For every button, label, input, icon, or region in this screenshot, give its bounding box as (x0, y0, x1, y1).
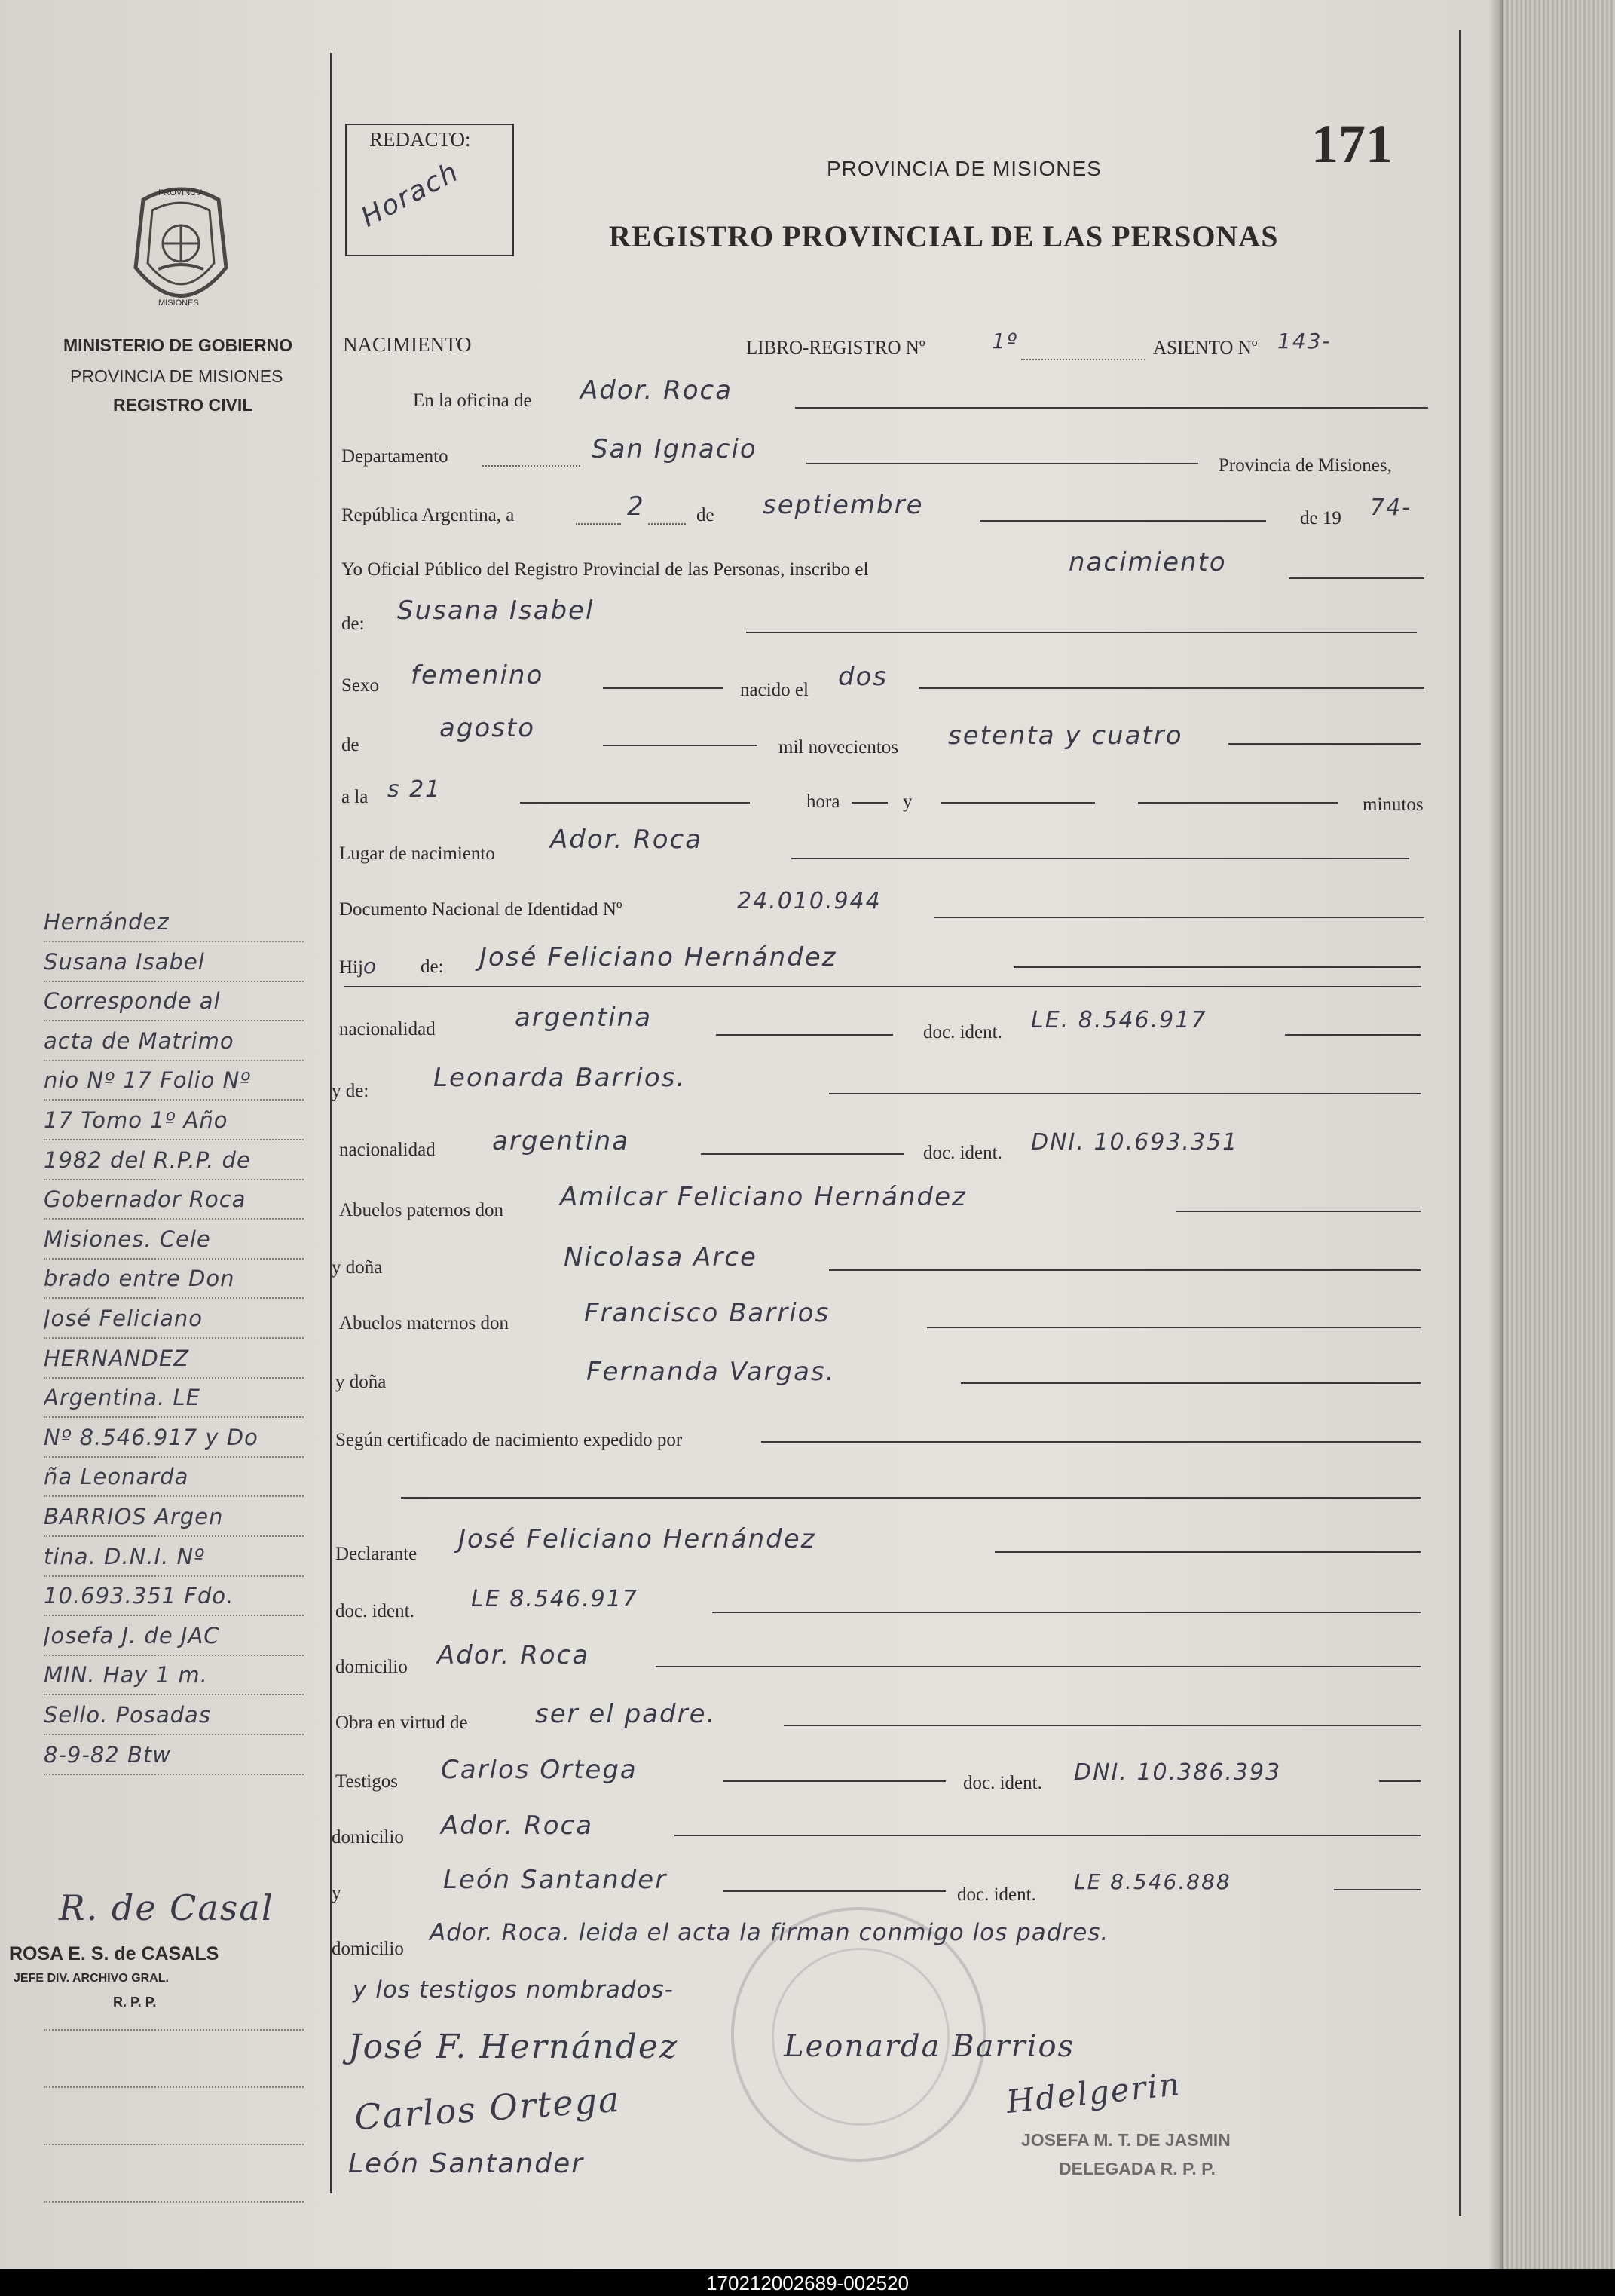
underline (716, 1034, 893, 1036)
y-t2-label: y (332, 1883, 341, 1903)
abuelos-pat-label: Abuelos paternos don (339, 1200, 504, 1220)
domicilio-t2-label: domicilio (332, 1939, 404, 1959)
dotline (1021, 359, 1145, 360)
underline (746, 632, 1417, 633)
testigo1-value: Carlos Ortega (441, 1755, 638, 1785)
margin-note-line: ña Leonarda (44, 1464, 189, 1489)
ministry-line-3: REGISTRO CIVIL (113, 395, 253, 415)
underline (791, 858, 1409, 859)
redacto-signature: Horach (356, 156, 464, 234)
de-colon-label: de: (341, 614, 365, 634)
departamento-value: San Ignacio (592, 434, 757, 464)
underline (401, 1497, 1421, 1499)
margin-note-line: acta de Matrimo (44, 1028, 234, 1054)
de2-label: de (341, 735, 359, 755)
certificado-label: Según certificado de nacimiento expedido por (335, 1430, 683, 1450)
mes-value: septiembre (763, 490, 924, 520)
margin-note-line: Susana Isabel (44, 949, 205, 975)
nombre-value: Susana Isabel (397, 595, 595, 626)
margin-note-rule (44, 1099, 304, 1101)
underline (927, 1327, 1421, 1328)
margin-note-rule (44, 1258, 304, 1260)
asiento-value: 143- (1277, 329, 1332, 354)
margin-note-rule (44, 1655, 304, 1656)
margin-note-rule (44, 1615, 304, 1616)
oficial-name: JOSEFA M. T. DE JASMIN (1021, 2130, 1231, 2150)
doc-padre-value: LE. 8.546.917 (1031, 1007, 1207, 1033)
underline (1289, 577, 1424, 579)
header-province: PROVINCIA DE MISIONES (827, 157, 1102, 180)
signature-padre: José F. Hernández (348, 2028, 679, 2066)
margin-note-rule (44, 1218, 304, 1220)
domicilio-label: domicilio (335, 1657, 408, 1677)
lugar-label: Lugar de nacimiento (339, 843, 495, 864)
underline (795, 407, 1428, 409)
underline (934, 917, 1424, 918)
domicilio-t1-value: Ador. Roca (441, 1811, 594, 1841)
underline (701, 1153, 904, 1155)
margin-note-rule (44, 1139, 304, 1140)
margin-note-line: Sello. Posadas (44, 1702, 211, 1728)
anio-value: 74- (1370, 494, 1412, 521)
documento-label: Documento Nacional de Identidad Nº (339, 899, 622, 920)
dotline (648, 523, 686, 525)
hijo-prefix: Hij (339, 957, 363, 978)
doc-t1-label: doc. ident. (963, 1773, 1042, 1793)
lugar-value: Ador. Roca (550, 825, 703, 855)
nacionalidad2-label: nacionalidad (339, 1140, 436, 1160)
testigo2-value: León Santander (443, 1865, 668, 1895)
underline (1379, 1780, 1421, 1782)
dona-label: y doña (332, 1257, 383, 1278)
book-page-edges (1500, 0, 1615, 2269)
oficial-title: DELEGADA R. P. P. (1059, 2159, 1216, 2178)
mes-nac-value: agosto (439, 713, 536, 743)
madre-value: Leonarda Barrios. (433, 1063, 687, 1093)
margin-note-rule (44, 1337, 304, 1339)
margin-note-line: 8-9-82 Btw (44, 1742, 171, 1768)
image-identifier: 170212002689-002520 (706, 2272, 909, 2294)
anio-nac-value: setenta y cuatro (948, 721, 1183, 751)
hijo-suffix: o (362, 954, 378, 978)
underline (919, 687, 1424, 689)
doc-ident2-label: doc. ident. (923, 1143, 1002, 1163)
obra-label: Obra en virtud de (335, 1713, 468, 1733)
margin-signature: R. de Casal (59, 1887, 274, 1928)
ministry-line-1: MINISTERIO DE GOBIERNO (63, 335, 293, 355)
dona2-label: y doña (335, 1372, 387, 1392)
underline (852, 802, 888, 804)
underline (1285, 1034, 1421, 1036)
abuelo-mat-value: Francisco Barrios (584, 1298, 830, 1328)
underline (656, 1666, 1421, 1667)
margin-note-rule (44, 1297, 304, 1299)
margin-note-line: Hernández (44, 909, 170, 935)
doc-t2-value: LE 8.546.888 (1074, 1869, 1231, 1894)
margin-rule (330, 53, 332, 2193)
doc-decl-label: doc. ident. (335, 1601, 414, 1621)
underline (961, 1382, 1421, 1384)
oficial-text: Yo Oficial Público del Registro Provincial de las Personas, inscribo el (341, 559, 869, 580)
underline (1138, 802, 1338, 804)
margin-note-rule (44, 1535, 304, 1537)
margin-note-line: Gobernador Roca (44, 1186, 246, 1212)
mil-label: mil novecientos (778, 737, 898, 758)
domicilio-t2-value: Ador. Roca. leida el acta la firman conmigo los padres. (430, 1919, 1109, 1946)
margin-note-line: Josefa J. de JAC (44, 1623, 220, 1649)
sexo-value: femenino (411, 660, 544, 690)
margin-note-rule (44, 941, 304, 942)
margin-note-line: Nº 8.546.917 y Do (44, 1425, 258, 1450)
redacto-box (345, 124, 514, 256)
rule (44, 2201, 304, 2203)
margin-note-line: nio Nº 17 Folio Nº (44, 1067, 251, 1093)
margin-note-line: brado entre Don (44, 1266, 235, 1291)
de-19-label: de 19 (1300, 508, 1341, 528)
underline (723, 1890, 946, 1892)
domicilio-value: Ador. Roca (437, 1640, 590, 1670)
redacto-label: REDACTO: (369, 128, 471, 151)
domicilio-t1-label: domicilio (332, 1827, 404, 1848)
doc-t2-label: doc. ident. (957, 1884, 1036, 1905)
padre-value: José Feliciano Hernández (479, 942, 837, 972)
underline (829, 1269, 1421, 1271)
dotline (482, 465, 580, 467)
margin-note-line: 17 Tomo 1º Año (44, 1107, 228, 1133)
rule (44, 2086, 304, 2088)
a-las-label: a la (341, 787, 369, 807)
underline (761, 1441, 1421, 1443)
underline (603, 687, 723, 689)
underline (941, 802, 1095, 804)
dia-value: 2 (627, 491, 645, 522)
signature-testigo1: Carlos Ortega (353, 2078, 622, 2138)
margin-note-rule (44, 1495, 304, 1497)
underline (712, 1612, 1421, 1613)
seal-bottom-text: MISIONES (158, 298, 199, 308)
margin-note-rule (44, 1377, 304, 1379)
margin-note-rule (44, 981, 304, 982)
departamento-label: Departamento (341, 446, 448, 467)
dotline (576, 523, 621, 525)
underline (829, 1093, 1421, 1094)
margin-note-rule (44, 1179, 304, 1180)
page-edge-shadow (1488, 0, 1503, 2269)
underline (1176, 1211, 1421, 1212)
margin-note-line: MIN. Hay 1 m. (44, 1662, 208, 1688)
nacido-value: dos (838, 662, 889, 692)
margin-note-rule (44, 1734, 304, 1735)
ministry-line-2: PROVINCIA DE MISIONES (70, 366, 283, 386)
margin-note-line: HERNANDEZ (44, 1345, 190, 1371)
hora-value: s 21 (387, 776, 442, 803)
asiento-label: ASIENTO Nº (1153, 338, 1258, 358)
margin-note-rule (44, 1416, 304, 1418)
margin-note-line: 1982 del R.P.P. de (44, 1147, 251, 1173)
margin-note-rule (44, 1456, 304, 1458)
nacionalidad-label: nacionalidad (339, 1019, 436, 1039)
underline (784, 1725, 1421, 1726)
margin-signer-name: ROSA E. S. de CASALS (9, 1943, 219, 1964)
doc-ident-label: doc. ident. (923, 1022, 1002, 1042)
republica-label: República Argentina, a (341, 505, 515, 525)
underline (995, 1551, 1421, 1553)
margin-note-line: Misiones. Cele (44, 1226, 211, 1252)
margin-note-line: BARRIOS Argen (44, 1504, 224, 1529)
right-rule (1459, 30, 1461, 2216)
margin-note-rule (44, 1694, 304, 1695)
underline (1334, 1889, 1421, 1890)
sexo-label: Sexo (341, 675, 379, 696)
signature-madre: Leonarda Barrios (784, 2029, 1075, 2064)
doc-t1-value: DNI. 10.386.393 (1074, 1759, 1282, 1786)
documento-value: 24.010.944 (737, 888, 882, 914)
testigos-label: Testigos (335, 1771, 398, 1792)
margin-note-rule (44, 1575, 304, 1577)
nac-padre-value: argentina (515, 1003, 653, 1033)
underline (723, 1780, 946, 1782)
signature-oficial: Hdelgerin (1005, 2065, 1183, 2120)
oficina-value: Ador. Roca (580, 375, 733, 406)
abuelo-pat-value: Amilcar Feliciano Hernández (560, 1182, 967, 1212)
obra-value: ser el padre. (535, 1699, 717, 1729)
declarante-value: José Feliciano Hernández (458, 1524, 816, 1554)
nacido-label: nacido el (740, 680, 809, 700)
header-registry: REGISTRO PROVINCIAL DE LAS PERSONAS (609, 219, 1279, 253)
margin-note-line: Corresponde al (44, 988, 221, 1014)
rule (44, 2144, 304, 2145)
margin-note-line: tina. D.N.I. Nº (44, 1544, 205, 1569)
doc-decl-value: LE 8.546.917 (471, 1586, 638, 1612)
provincia-suffix: Provincia de Misiones, (1219, 455, 1392, 476)
underline (674, 1835, 1421, 1836)
abuelos-mat-label: Abuelos maternos don (339, 1313, 509, 1333)
margin-note-rule (44, 1774, 304, 1775)
margin-note-line: Argentina. LE (44, 1385, 200, 1410)
hora-label: hora (806, 791, 840, 812)
underline (980, 520, 1266, 522)
underline (806, 463, 1198, 464)
seal-top-text: PROVINCIA (158, 188, 204, 197)
declarante-label: Declarante (335, 1544, 418, 1564)
record-type: NACIMIENTO (343, 333, 472, 356)
margin-signer-org: R. P. P. (113, 1994, 157, 2010)
de-label: de (696, 505, 714, 525)
province-seal-icon (128, 185, 234, 317)
margin-note-line: José Feliciano (44, 1306, 203, 1331)
minutos-label: minutos (1363, 794, 1424, 815)
underline (1014, 966, 1421, 968)
underline (520, 802, 750, 804)
abuela-mat-value: Fernanda Vargas. (586, 1357, 836, 1387)
abuela-pat-value: Nicolasa Arce (564, 1242, 757, 1272)
margin-signer-title: JEFE DIV. ARCHIVO GRAL. (14, 1972, 169, 1985)
continuation-value: y los testigos nombrados- (353, 1976, 674, 2004)
margin-note-rule (44, 1060, 304, 1061)
underline (344, 986, 1421, 987)
libro-value: 1º (992, 329, 1019, 354)
underline (603, 745, 757, 746)
hijo-de-label: de: (421, 957, 444, 977)
hijo-label (339, 954, 378, 978)
underline (1228, 743, 1421, 745)
doc-madre-value: DNI. 10.693.351 (1031, 1129, 1239, 1156)
footer-bar (0, 2269, 1615, 2296)
nac-madre-value: argentina (492, 1126, 630, 1156)
margin-note-line: 10.693.351 Fdo. (44, 1583, 234, 1609)
oficina-label: En la oficina de (413, 390, 532, 411)
inscribo-value: nacimiento (1069, 547, 1227, 577)
y-label: y (903, 791, 913, 812)
y-de-label: y de: (332, 1081, 369, 1101)
rule (44, 2029, 304, 2031)
margin-note-rule (44, 1020, 304, 1021)
folio-number: 171 (1311, 114, 1393, 174)
libro-label: LIBRO-REGISTRO Nº (746, 338, 925, 358)
signature-testigo2: León Santander (348, 2148, 585, 2179)
